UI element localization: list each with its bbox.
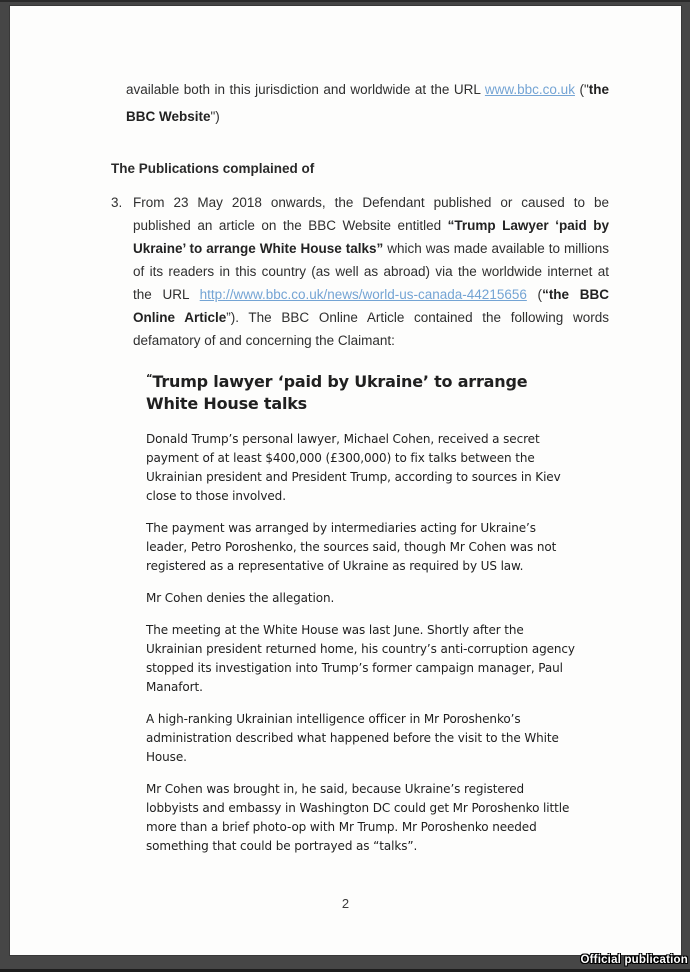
- bbc-online-article-defined-term: “the BBC Online Article: [133, 287, 610, 325]
- page-number: 2: [341, 896, 350, 911]
- para3-text-2: which was made available to millions of its readers in this country (as well as abroad) via the worldwide internet at the URL: [133, 241, 609, 302]
- article-paragraph: The meeting at the White House was last June. Shortly after the Ukrainian president returned home, his country’s anti-corruption agency stopped its investigation into Trump’s former campaign manager, Paul Manafort.: [146, 623, 575, 694]
- article-heading-text: Trump lawyer ‘paid by Ukraine’ to arrange White House talks: [146, 372, 528, 413]
- document-page: [9, 5, 682, 956]
- article-paragraph: Mr Cohen was brought in, he said, because Ukraine’s registered lobbyists and embassy in Washington DC could get Mr Poroshenko little more than a brief photo-op with Mr Trump. Mr Poroshenko needed something that could be portrayed as “talks”.: [146, 782, 570, 853]
- intro-text-close: "): [210, 109, 220, 124]
- bbc-website-link[interactable]: www.bbc.co.uk: [484, 82, 575, 97]
- article-paragraph: A high-ranking Ukrainian intelligence officer in Mr Poroshenko’s administration described what happened before the visit to the White House.: [146, 712, 559, 764]
- article-title-bold: “Trump Lawyer ‘paid by Ukraine’ to arrange White House talks”: [133, 218, 609, 256]
- intro-text-before-link: available both in this jurisdiction and worldwide at the URL: [126, 82, 485, 97]
- para3-text-4: ”). The BBC Online Article contained the following words defamatory of and concerning the Claimant:: [133, 310, 609, 348]
- article-paragraph: Mr Cohen denies the allegation.: [146, 591, 335, 605]
- article-paragraph: The payment was arranged by intermediaries acting for Ukraine’s leader, Petro Poroshenko, the sources said, though Mr Cohen was not registered as a representative of Ukraine as required by US law.: [146, 521, 557, 573]
- para3-text-1: From 23 May 2018 onwards, the Defendant published or caused to be published an article on the BBC Website entitled: [133, 195, 609, 233]
- intro-text-after-link: (": [574, 82, 589, 97]
- official-publication-watermark: Official publication: [580, 954, 688, 966]
- article-opening-quote: “: [146, 373, 153, 384]
- article-paragraph: Donald Trump’s personal lawyer, Michael Cohen, received a secret payment of at least $400,000 (£300,000) to fix talks between the Ukrainian president and President Trump, according to sources in Kiev close to those involved.: [146, 432, 561, 503]
- article-heading: [146, 368, 578, 415]
- paragraph-text: [133, 191, 609, 352]
- para3-text-3: (: [526, 287, 543, 302]
- section-heading: The Publications complained of: [111, 161, 315, 176]
- bbc-article-url-link[interactable]: http://www.bbc.co.uk/news/world-us-canada-44215656: [199, 287, 527, 302]
- quoted-article-block: [146, 368, 578, 856]
- bbc-website-defined-term: the BBC Website: [126, 82, 609, 124]
- paragraph-3: [111, 191, 609, 352]
- paragraph-number: 3.: [111, 195, 123, 210]
- intro-paragraph: [126, 76, 609, 130]
